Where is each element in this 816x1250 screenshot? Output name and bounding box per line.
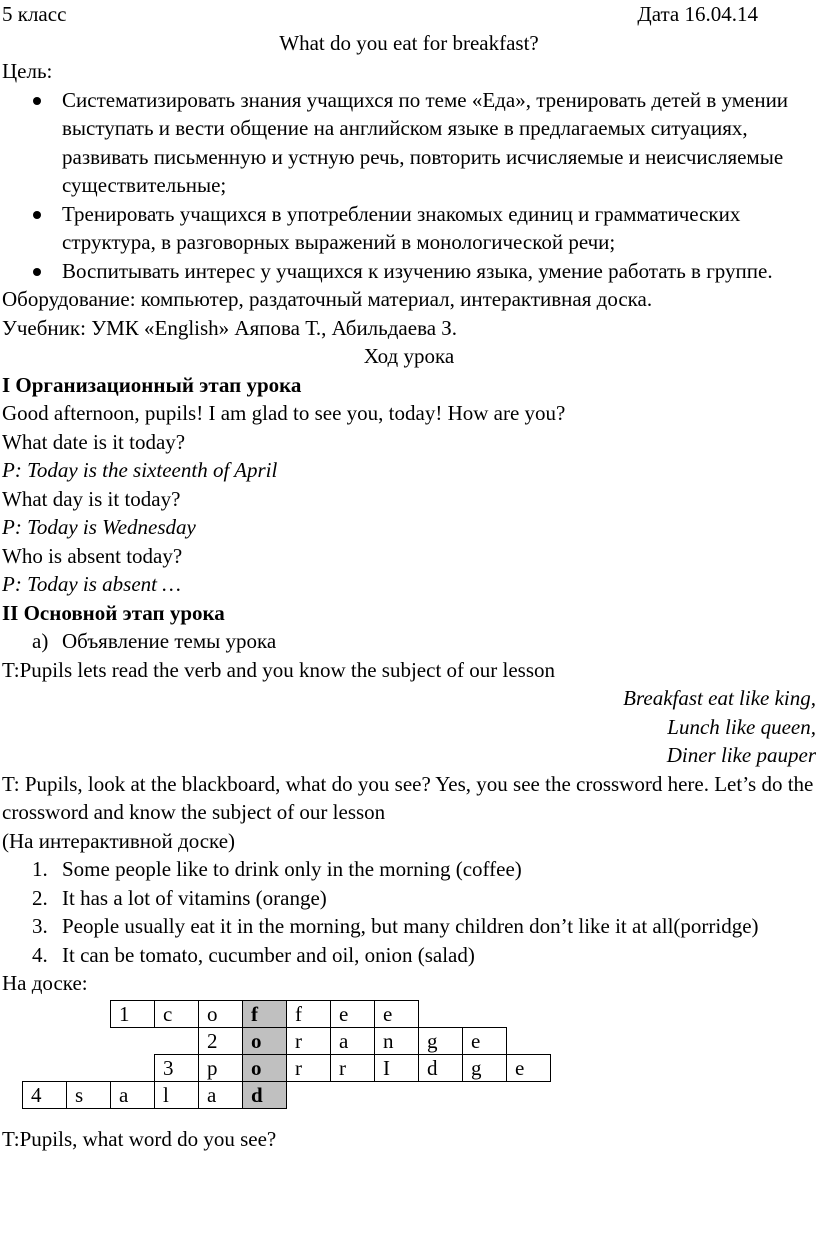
crossword-cell [67, 1000, 111, 1027]
pupil-answer: P: Today is Wednesday [2, 515, 196, 539]
crossword-grid [22, 1000, 639, 1109]
clue-text: It has a lot of vitamins (orange) [62, 885, 327, 910]
crossword-cell: o [243, 1054, 287, 1081]
stage1-heading: I Организационный этап урока [2, 372, 302, 397]
clue-item [2, 884, 816, 913]
proverb-line: Lunch like queen, [667, 714, 816, 739]
crossword-row [23, 1000, 639, 1027]
crossword-cell [23, 1000, 67, 1027]
crossword-cell [23, 1027, 67, 1054]
crossword-cell: 4 [23, 1081, 67, 1108]
crossword-cell: 2 [199, 1027, 243, 1054]
crossword-cell: r [287, 1027, 331, 1054]
board-note: (На интерактивной доске) [2, 828, 236, 853]
clue-text: It can be tomato, cucumber and oil, onion (salad) [62, 942, 475, 967]
crossword-cell: l [155, 1081, 199, 1108]
crossword-cell: e [331, 1000, 375, 1027]
crossword-cell: r [331, 1054, 375, 1081]
goal-item: Тренировать учащихся в употреблении знакомых единиц и грамматических структура, в разговорных выражений в монологической речи; [2, 200, 816, 257]
crossword-cell: d [243, 1081, 287, 1108]
textbook-line: Учебник: УМК «English» Аяпова Т., Абильдаева З. [2, 315, 458, 340]
pupil-answer: P: Today is absent … [2, 572, 181, 596]
crossword-cell [287, 1081, 331, 1108]
date-label: Дата 16.04.14 [637, 2, 758, 26]
crossword-cell [67, 1027, 111, 1054]
lesson-title: What do you eat for breakfast? [279, 30, 539, 55]
crossword-row [23, 1027, 639, 1054]
crossword-cell [551, 1027, 595, 1054]
lesson-heading: Ход урока [363, 344, 455, 368]
teacher-intro: T:Pupils lets read the verb and you know the subject of our lesson [2, 657, 556, 682]
crossword-cell: g [419, 1027, 463, 1054]
crossword-cell [67, 1054, 111, 1081]
blackboard-text: T: Pupils, look at the blackboard, what do you see? Yes, you see the crossword here. Let’s do the crossword and know the subject of our lesson [2, 771, 814, 824]
crossword-cell [419, 1081, 463, 1108]
crossword-cell [551, 1081, 595, 1108]
clue-number: 1. [32, 857, 48, 881]
crossword-cell: p [199, 1054, 243, 1081]
goals-heading: Цель: [2, 59, 53, 83]
crossword-cell: 3 [155, 1054, 199, 1081]
equipment-line: Оборудование: компьютер, раздаточный материал, интерактивная доска. [2, 287, 653, 311]
teacher-question: T:Pupils, what word do you see? [2, 1126, 277, 1151]
clue-list [2, 855, 816, 969]
crossword-cell: n [375, 1027, 419, 1054]
crossword-cell: r [287, 1054, 331, 1081]
crossword-cell [375, 1081, 419, 1108]
on-board-label: На доске: [2, 971, 88, 995]
clue-number: 2. [32, 885, 48, 910]
clue-item [2, 941, 816, 970]
crossword-cell [111, 1027, 155, 1054]
crossword-cell [23, 1054, 67, 1081]
crossword-cell: o [199, 1000, 243, 1027]
goals-list [2, 86, 816, 286]
crossword-cell: s [67, 1081, 111, 1108]
crossword-cell [595, 1054, 639, 1081]
topic-announcement [2, 627, 816, 656]
dialogue-line: What day is it today? [2, 486, 181, 511]
crossword-row [23, 1081, 639, 1108]
crossword-cell: f [287, 1000, 331, 1027]
dialogue-line: What date is it today? [2, 429, 186, 454]
crossword-cell: c [155, 1000, 199, 1027]
proverb-line: Diner like pauper [666, 743, 816, 767]
crossword-cell [595, 1081, 639, 1108]
crossword-cell: a [331, 1027, 375, 1054]
grade-label: 5 класс [2, 2, 67, 26]
clue-text: Some people like to drink only in the morning (coffee) [62, 857, 522, 881]
crossword-cell [551, 1054, 595, 1081]
pupil-answer: P: Today is the sixteenth of April [2, 458, 278, 482]
clue-text: People usually eat it in the morning, but many children don’t like it at all(porridge) [62, 914, 759, 938]
crossword-cell [595, 1000, 639, 1027]
crossword-cell: e [463, 1027, 507, 1054]
crossword-cell [595, 1027, 639, 1054]
clue-number: 3. [32, 914, 48, 938]
crossword-cell: 1 [111, 1000, 155, 1027]
crossword-cell [507, 1027, 551, 1054]
clue-item [2, 912, 816, 941]
crossword-cell [419, 1000, 463, 1027]
crossword-cell: o [243, 1027, 287, 1054]
crossword-cell: g [463, 1054, 507, 1081]
crossword-cell: e [507, 1054, 551, 1081]
crossword-cell [463, 1081, 507, 1108]
sub-number: а) [32, 629, 49, 653]
crossword-cell: d [419, 1054, 463, 1081]
clue-number: 4. [32, 942, 48, 967]
crossword-cell: e [375, 1000, 419, 1027]
goal-item: Воспитывать интерес у учащихся к изучению языка, умение работать в группе. [2, 257, 816, 286]
crossword-cell [507, 1081, 551, 1108]
sub-label: Объявление темы урока [62, 629, 277, 653]
crossword-cell [111, 1054, 155, 1081]
crossword-cell [507, 1000, 551, 1027]
crossword-row [23, 1054, 639, 1081]
goal-item: Систематизировать знания учащихся по теме «Еда», тренировать детей в умении выступать и вести общение на английском языке в предлагаемых ситуациях, развивать письменную и устную речь, повторить исчисляемые и неисчисляемые существительные; [2, 86, 816, 200]
crossword-cell [463, 1000, 507, 1027]
dialogue-line: Who is absent today? [2, 543, 183, 568]
crossword-cell [331, 1081, 375, 1108]
crossword-cell: I [375, 1054, 419, 1081]
dialogue-line: Good afternoon, pupils! I am glad to see you, today! How are you? [2, 401, 566, 425]
clue-item [2, 855, 816, 884]
crossword-cell: a [199, 1081, 243, 1108]
crossword-cell: f [243, 1000, 287, 1027]
crossword-cell: a [111, 1081, 155, 1108]
proverb-line: Breakfast eat like king, [623, 686, 816, 710]
crossword-cell [551, 1000, 595, 1027]
crossword-cell [155, 1027, 199, 1054]
stage2-heading: II Основной этап урока [2, 600, 225, 625]
header-row [2, 0, 816, 29]
